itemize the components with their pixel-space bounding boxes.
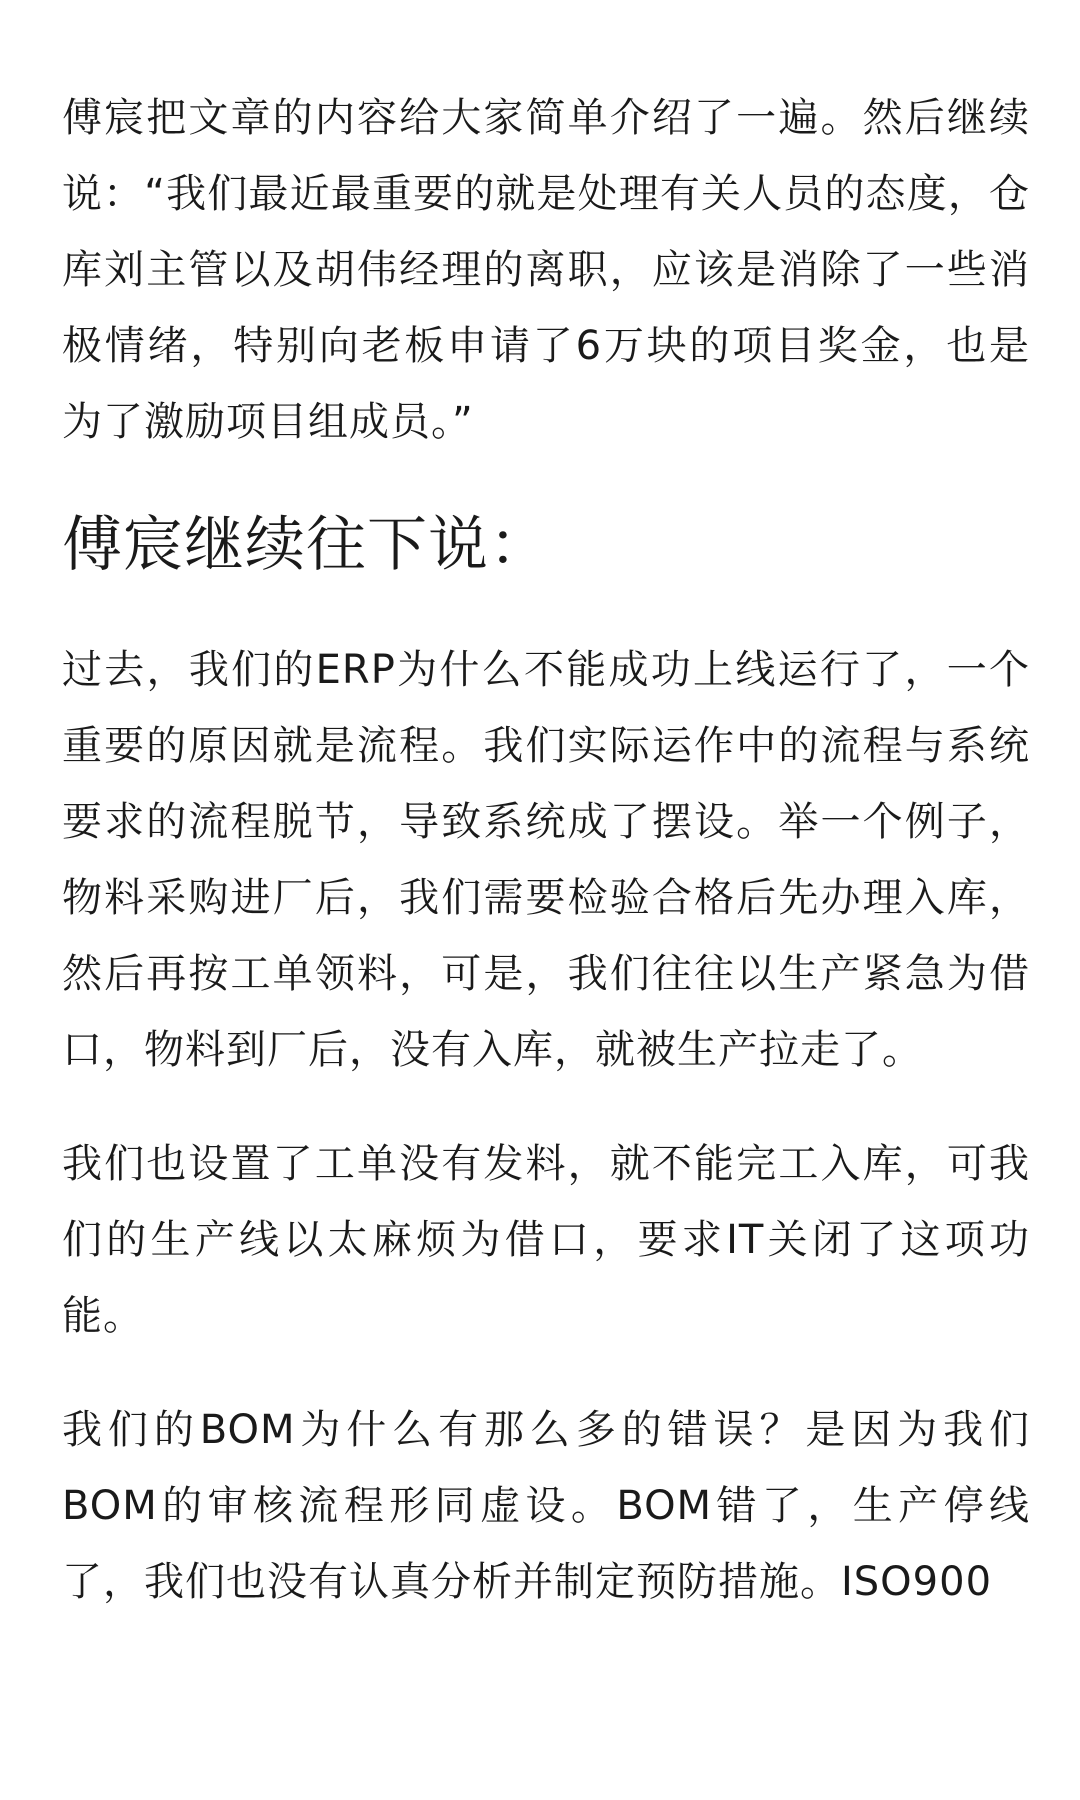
paragraph-work-order: 我们也设置了工单没有发料，就不能完工入库，可我们的生产线以太麻烦为借口，要求IT关闭了这项功能。 — [62, 1141, 1030, 1339]
intro-paragraph: 傅宸把文章的内容给大家简单介绍了一遍。然后继续说：“我们最近最重要的就是处理有关人员的态度，仓库刘主管以及胡伟经理的离职，应该是消除了一些消极情绪，特别向老板申请了6万块的项目奖金，也是为了激励项目组成员。” — [62, 95, 1030, 445]
article-body — [62, 80, 1030, 1620]
section-heading: 傅宸继续往下说： — [62, 510, 550, 580]
paragraph-erp-process: 过去，我们的ERP为什么不能成功上线运行了，一个重要的原因就是流程。我们实际运作中的流程与系统要求的流程脱节，导致系统成了摆设。举一个例子，物料采购进厂后，我们需要检验合格后先办理入库，然后再按工单领料，可是，我们往往以生产紧急为借口，物料到厂后，没有入库，就被生产拉走了。 — [62, 647, 1030, 1073]
paragraph-bom: 我们的BOM为什么有那么多的错误？是因为我们BOM的审核流程形同虚设。BOM错了，生产停线了，我们也没有认真分析并制定预防措施。ISO900 — [62, 1407, 1030, 1605]
